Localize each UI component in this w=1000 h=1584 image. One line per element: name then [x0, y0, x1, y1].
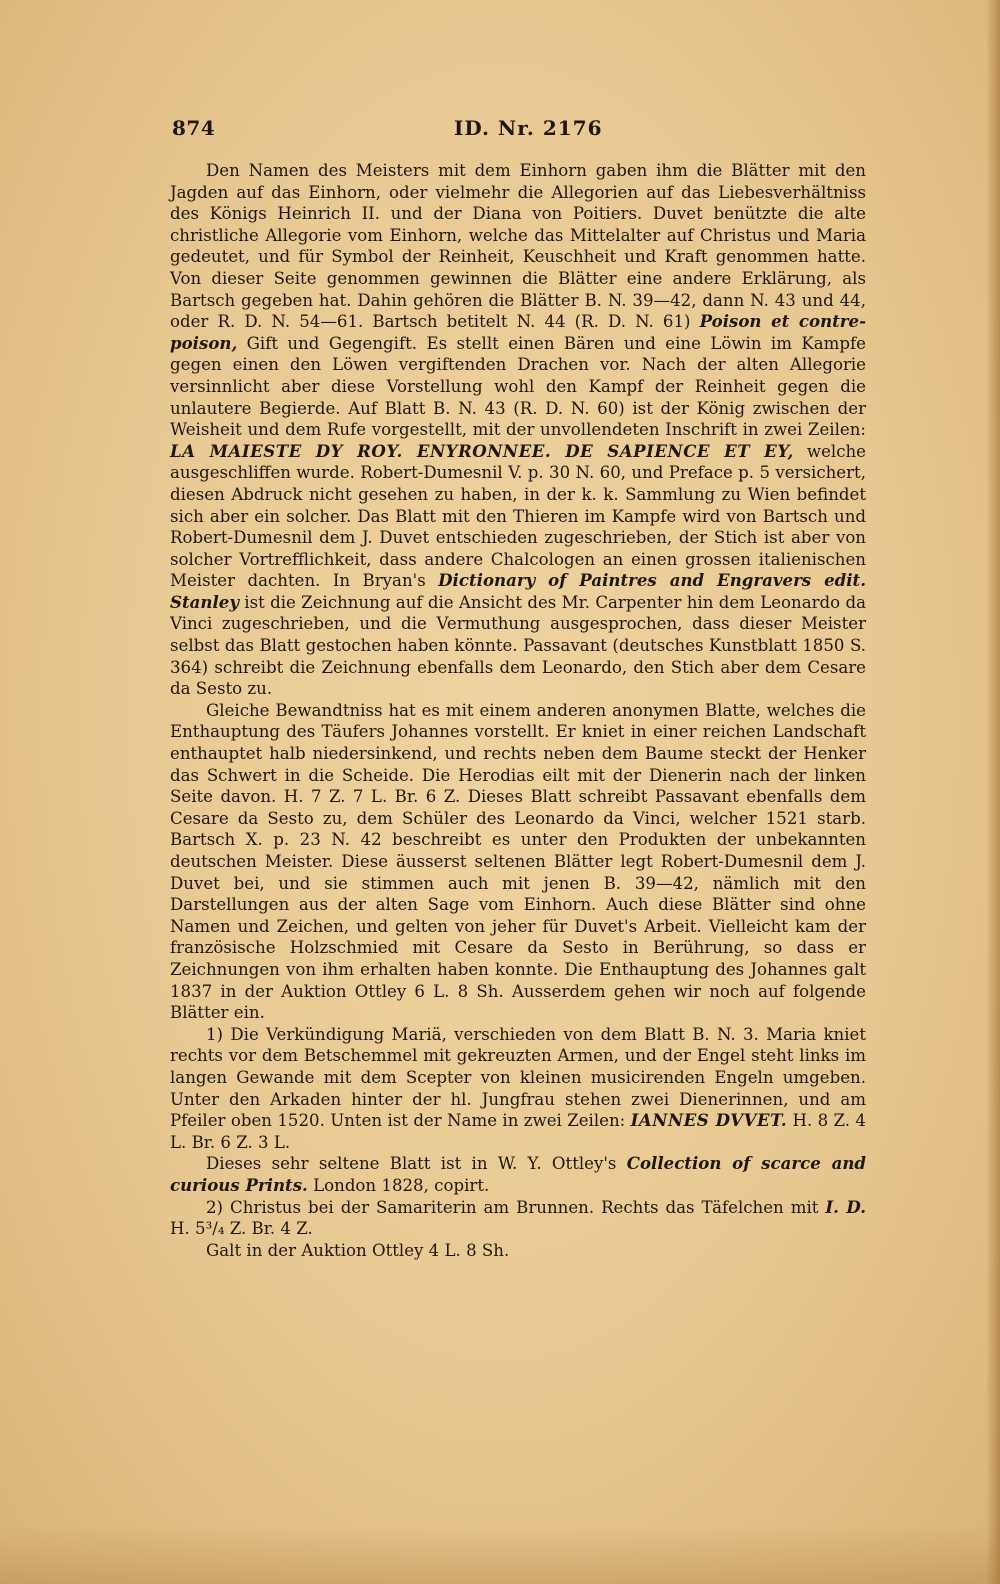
text-run: H. 5³/₄ Z. Br. 4 Z. [170, 1219, 313, 1239]
italic-title: Collection of scarce and curious Prints. [170, 1153, 866, 1195]
paragraph-enthauptung: Gleiche Bewandtniss hat es mit einem anderen anonymen Blatte, welches die Enthauptung des Täufers Johannes vorstellt. Er kniet in einer reichen Landschaft enthauptet halb niedersinkend, und rechts neben dem Baume steckt der Henker das Schwert in die Scheide. Die Herodias eilt mit der Dienerin nach der linken Seite davon. H. 7 Z. 7 L. Br. 6 Z. Dieses Blatt schreibt Passavant ebenfalls dem Cesare da Sesto zu, dem Schüler des Leonardo da Vinci, welcher 1521 starb. Bartsch X. p. 23 N. 42 beschreibt es unter den Produkten der unbekannten deutschen Meister. Diese äusserst seltenen Blätter legt Robert-Dumesnil dem J. Duvet bei, und sie stimmen auch mit jenen B. 39—42, nämlich mit den Darstellungen aus der alten Sage vom Einhorn. Auch diese Blätter sind ohne Namen und Zeichen, und gelten von jeher für Duvet's Arbeit. Vielleicht kam der französische Holzschmied mit Cesare da Sesto in Berührung, so dass er Zeichnungen von ihm erhalten haben konnte. Die Enthauptung des Johannes galt 1837 in der Auktion Ottley 6 L. 8 Sh. Ausserdem gehen wir noch auf folgende Blätter ein. [170, 700, 866, 1023]
text-run: ist die Zeichnung auf die Ansicht des Mr. Carpenter hin dem Leonardo da Vinci zugeschrieben, und die Vermuthung ausgesprochen, dass dieser Meister selbst das Blatt gestochen haben könnte. Passavant (deutsches Kunstblatt 1850 S. 364) schreibt die Zeichnung ebenfalls dem Leonardo, den Stich aber dem Cesare da Sesto zu. [170, 592, 866, 699]
body-text [170, 160, 866, 1261]
text-run: London 1828, copirt. [307, 1175, 490, 1195]
italic-monogram: I. D. [825, 1196, 866, 1217]
paragraph-auktion: Galt in der Auktion Ottley 4 L. 8 Sh. [206, 1240, 510, 1260]
text-run: welche ausgeschliffen wurde. Robert-Dumesnil V. p. 30 N. 60, und Preface p. 5 versichert, diesen Abdruck nicht gesehen zu haben, in der k. k. Sammlung zu Wien befindet sich aber ein solcher. Das Blatt mit den Thieren im Kampfe wird von Bartsch und Robert-Dumesnil dem J. Duvet entschieden zugeschrieben, der Stich ist aber von solcher Vortrefflichkeit, dass andere Chalcologen an einen grossen italienischen Meister dachten. In Bryan's [170, 441, 866, 591]
italic-title: Poison et contre-poison, [170, 311, 866, 353]
text-run: 1) Die Verkündigung Mariä, verschieden von dem Blatt B. N. 3. Maria kniet rechts vor dem Betschemmel mit gekreuzten Armen, und der Engel steht links im langen Gewande mit dem Scepter von kleinen musicirenden Engeln umgeben. Unter den Arkaden hinter der hl. Jungfrau stehen zwei Dienerinnen, und am Pfeiler oben 1520. Unten ist der Name in zwei Zeilen: [170, 1024, 866, 1131]
paragraph-meister-einhorn [170, 160, 866, 700]
text-run: Gift und Gegengift. Es stellt einen Bären und eine Löwin im Kampfe gegen einen den Löwen vergiftenden Drachen vor. Nach der alten Allegorie versinnlicht aber diese Vorstellung wohl den Kampf der Reinheit gegen die unlautere Begierde. Auf Blatt B. N. 43 (R. D. N. 60) ist der König zwischen der Weisheit und dem Rufe vorgestellt, mit der unvollendeten Inschrift in zwei Zeilen: [170, 333, 866, 440]
text-run: H. 8 Z. 4 L. Br. 6 Z. 3 L. [170, 1111, 866, 1152]
page-bottom-shade [0, 1524, 1000, 1584]
page-number: 874 [172, 116, 216, 140]
paragraph-ottley-collection [170, 1153, 866, 1196]
inscription: IANNES DVVET. [630, 1110, 788, 1131]
page-edge-shadow [986, 0, 1000, 1584]
paragraph-verkuendigung [170, 1024, 866, 1154]
page-header [172, 116, 872, 146]
inscription: LA MAIESTE DY ROY. ENYRONNEE. DE SAPIENCE ET EY, [170, 440, 794, 461]
italic-title: Dictionary of Paintres and Engravers edit. Stanley [170, 570, 866, 612]
text-run: Den Namen des Meisters mit dem Einhorn gaben ihm die Blätter mit den Jagden auf das Einhorn, oder vielmehr die Allegorien auf das Liebesverhältniss des Königs Heinrich II. und der Diana von Poitiers. Duvet benützte die alte christliche Allegorie vom Einhorn, welche das Mittelalter auf Christus und Maria gedeutet, und für Symbol der Reinheit, Keuschheit und Kraft genommen hatte. Von dieser Seite genommen gewinnen die Blätter eine andere Erklärung, als Bartsch gegeben hat. Dahin gehören die Blätter B. N. 39—42, dann N. 43 und 44, oder R. D. N. 54—61. Bartsch betitelt N. 44 (R. D. N. 61) [170, 161, 866, 332]
text-run: Dieses sehr seltene Blatt ist in W. Y. Ottley's [206, 1154, 627, 1174]
paragraph-samariterin [170, 1197, 866, 1240]
text-run: 2) Christus bei der Samariterin am Brunnen. Rechts das Täfelchen mit [206, 1197, 826, 1217]
running-head: ID. Nr. 2176 [454, 116, 603, 140]
